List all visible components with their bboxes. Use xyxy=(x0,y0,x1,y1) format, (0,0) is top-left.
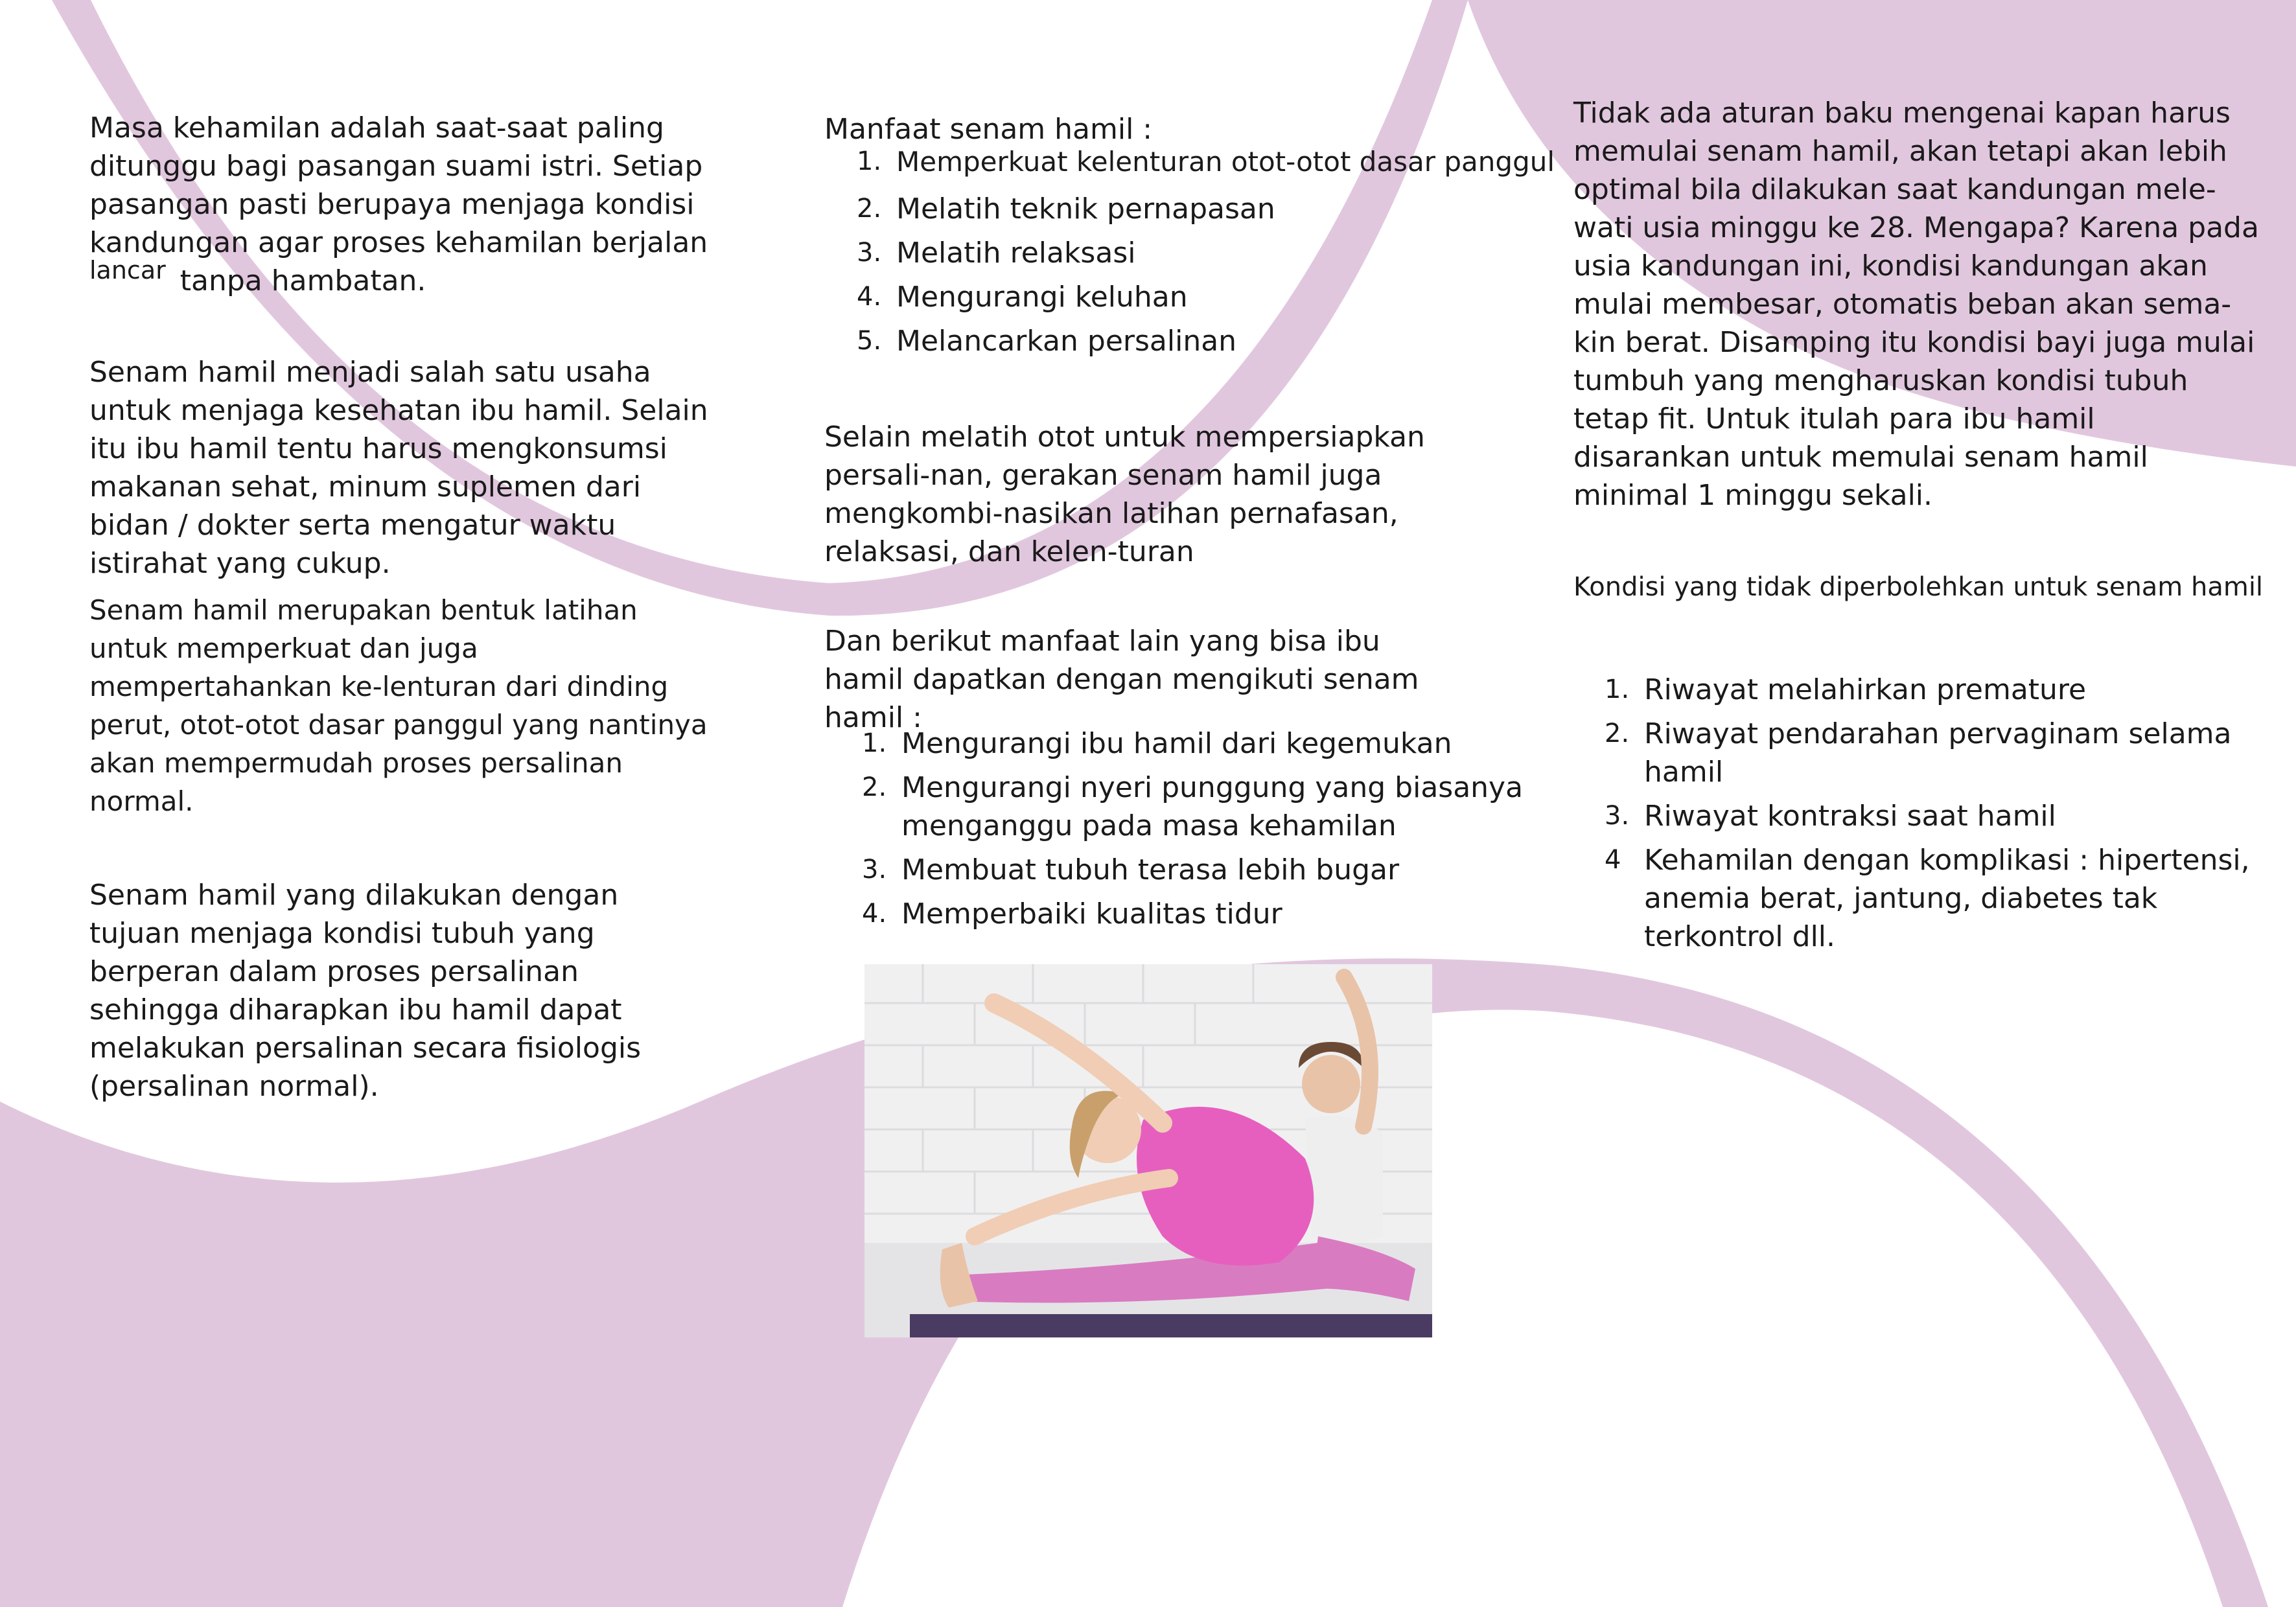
intro-paragraph xyxy=(89,109,712,301)
paragraph-definisi: Senam hamil merupakan bentuk latihan untuk memperkuat dan juga mempertahankan ke-lenturan dari dinding perut, otot-otot dasar panggul yang nantinya akan mempermudah proses persalinan normal. xyxy=(89,594,708,817)
list-item: 4. Memperbaiki kualitas tidur xyxy=(862,897,1282,931)
list-item: 2. Melatih teknik pernapasan xyxy=(857,192,1275,225)
list-item: 4. Mengurangi keluhan xyxy=(857,281,1188,314)
list-item: 2. Mengurangi nyeri punggung yang biasanya menganggu pada masa kehamilan xyxy=(862,771,1524,842)
list-item: 3. Melatih relaksasi xyxy=(857,237,1136,270)
kondisi-list xyxy=(1605,671,2285,962)
manfaat-lain-list xyxy=(862,724,1549,939)
manfaat-list xyxy=(857,143,1557,366)
manfaat-heading: Manfaat senam hamil : xyxy=(824,113,1153,146)
list-item: 2. Riwayat pendarahan pervaginam selama hamil xyxy=(1605,717,2232,789)
list-item: 3. Riwayat kontraksi saat hamil xyxy=(1605,800,2056,833)
intro-tail: tanpa hambatan. xyxy=(180,264,426,297)
list-item: 1. Riwayat melahirkan premature xyxy=(1605,673,2087,706)
paragraph-berikut: Dan berikut manfaat lain yang bisa ibu hamil dapatkan dengan mengikuti senam hamil : xyxy=(824,625,1419,734)
paragraph-kapan: Tidak ada aturan baku mengenai kapan harus memulai senam hamil, akan tetapi akan lebih optimal bila dilakukan saat kandungan mele-wati usia minggu ke 28. Mengapa? Karena pada usia kandungan ini, kondisi kandungan akan mulai membesar, otomatis beban akan sema-kin berat. Disamping itu kondisi bayi juga mulai tumbuh yang mengharuskan kondisi tubuh tetap fit. Untuk itulah para ibu hamil disarankan untuk memulai senam hamil minimal 1 minggu sekali. xyxy=(1573,97,2259,512)
paragraph-selain: Selain melatih otot untuk mempersiapkan persali-nan, gerakan senam hamil juga mengkombi-nasikan latihan pernafasan, relaksasi, dan kelen-turan xyxy=(824,421,1425,568)
list-item: 1. Mengurangi ibu hamil dari kegemukan xyxy=(862,727,1452,760)
intro-lancar-word: lancar xyxy=(89,256,166,284)
kondisi-heading: Kondisi yang tidak diperbolehkan untuk senam hamil xyxy=(1573,572,2264,602)
list-item: 4 Kehamilan dengan komplikasi : hipertensi, anemia berat, jantung, diabetes tak terkontrol dll. xyxy=(1605,844,2250,953)
list-item: 3. Membuat tubuh terasa lebih bugar xyxy=(862,853,1400,886)
paragraph-usaha: Senam hamil menjadi salah satu usaha untuk menjaga kesehatan ibu hamil. Selain itu ibu hamil tentu harus mengkonsumsi makanan sehat, minum suplemen dari bidan / dokter serta mengatur waktu istirahat yang cukup. xyxy=(89,356,708,580)
list-item: 5. Melancarkan persalinan xyxy=(857,325,1237,358)
prenatal-yoga-photo xyxy=(864,964,1432,1337)
intro-text: Masa kehamilan adalah saat-saat paling ditunggu bagi pasangan suami istri. Setiap pasangan pasti berupaya menjaga kondisi kandungan agar proses kehamilan berjalan xyxy=(89,111,708,259)
list-item: 1. Memperkuat kelenturan otot-otot dasar panggul xyxy=(857,146,1555,178)
paragraph-tujuan: Senam hamil yang dilakukan dengan tujuan menjaga kondisi tubuh yang berperan dalam proses persalinan sehingga diharapkan ibu hamil dapat melakukan persalinan secara fisiologis (persalinan normal). xyxy=(89,879,642,1103)
